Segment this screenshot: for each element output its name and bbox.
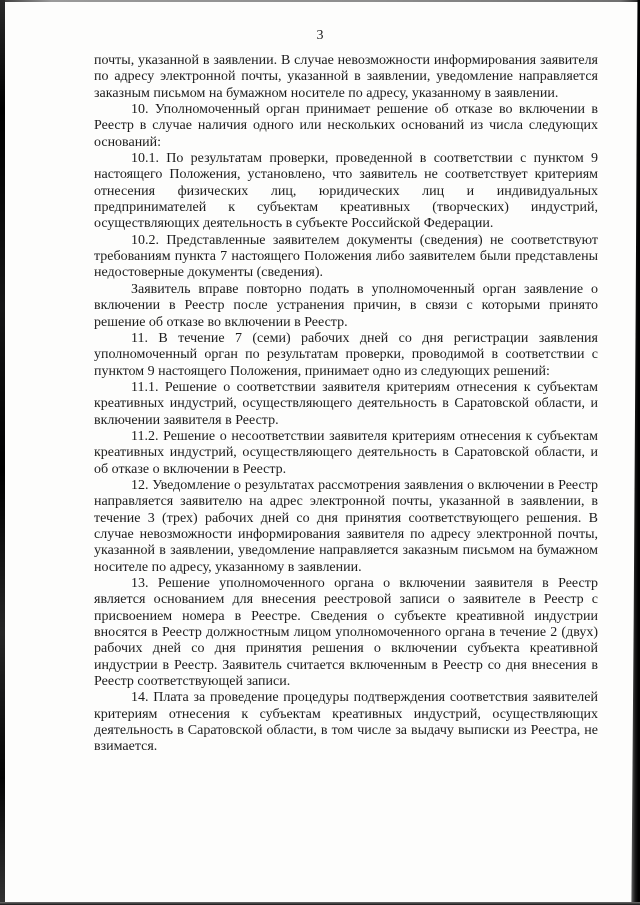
page-number: 3 — [316, 28, 324, 43]
scan-edge-right — [631, 0, 640, 905]
paragraph-item-10: 10. Уполномоченный орган принимает решение об отказе во включении в Реестр в случае наличия одного или нескольких оснований из числа следующих оснований: — [94, 102, 598, 150]
scan-edge-left — [0, 0, 5, 905]
paragraph-item-11: 11. В течение 7 (семи) рабочих дней со дня регистрации заявления уполномоченный орган по результатам проверки, проводимой в соответствии с пунктом 9 настоящего Положения, принимает одно из следующих решений: — [94, 330, 598, 379]
paragraph-item-13: 13. Решение уполномоченного органа о включении заявителя в Реестр является основанием для внесения реестровой записи о заявителе в Реестр с присвоением номера в Реестре. Сведения о субъекте креативной индустрии вносятся в Реестр должностным лицом уполномоченного органа в течение 2 (двух) рабочих дней со дня принятия решения о включении субъекта креативной индустрии в Реестр. Заявитель считается включенным в Реестр со дня внесения в Реестр соответствующей записи. — [94, 576, 598, 690]
paragraph-item-12: 12. Уведомление о результатах рассмотрения заявления о включении в Реестр направляется заявителю на адрес электронной почты, указанной в заявлении, в течение 3 (трех) рабочих дней со дня принятия соответствующего решения. В случае невозможности информирования заявителя по адресу электронной почты, указанной в заявлении, уведомление направляется заказным письмом на бумажном носителе по адресу, указанному в заявлении. — [94, 477, 598, 575]
paragraph-item-11-2: 11.2. Решение о несоответствии заявителя критериям отнесения к субъектам креативных индустрий, осуществляющего деятельность в Саратовской области, и об отказе о включении в Реестр. — [94, 428, 598, 477]
scan-edge-top — [0, 0, 640, 2]
paragraph-item-10-1: 10.1. По результатам проверки, проведенной в соответствии с пунктом 9 настоящего Положения, установлено, что заявитель не соответствует критериям отнесения физических лиц, юридических лиц и индивидуальных предпринимателей к субъектам креативных (творческих) индустрий, осуществляющих деятельность в субъекте Российской Федерации. — [94, 151, 598, 232]
paragraph-item-11-1: 11.1. Решение о соответствии заявителя критериям отнесения к субъектам креативных индустрий, осуществляющего деятельность в Саратовской области, и включении заявителя в Реестр. — [94, 379, 598, 428]
paragraph-continuation: почты, указанной в заявлении. В случае невозможности информирования заявителя по адресу электронной почты, указанной в заявлении, уведомление направляется заказным письмом на бумажном носителе по адресу, указанному в заявлении. — [94, 53, 598, 101]
paragraph-item-14: 14. Плата за проведение процедуры подтверждения соответствия заявителей критериям отнесения к субъектам креативных индустрий, осуществляющих деятельность в Саратовской области, в том числе за выдачу выписки из Реестра, не взимается. — [94, 690, 598, 755]
paragraph-reapply: Заявитель вправе повторно подать в уполномоченный орган заявление о включении в Реестр после устранения причин, в связи с которыми принято решение об отказе во включении в Реестр. — [94, 281, 598, 330]
paragraph-item-10-2: 10.2. Представленные заявителем документы (сведения) не соответствуют требованиям пункта 7 настоящего Положения либо заявителем были представлены недостоверные документы (сведения). — [94, 232, 598, 281]
document-body — [94, 53, 598, 756]
